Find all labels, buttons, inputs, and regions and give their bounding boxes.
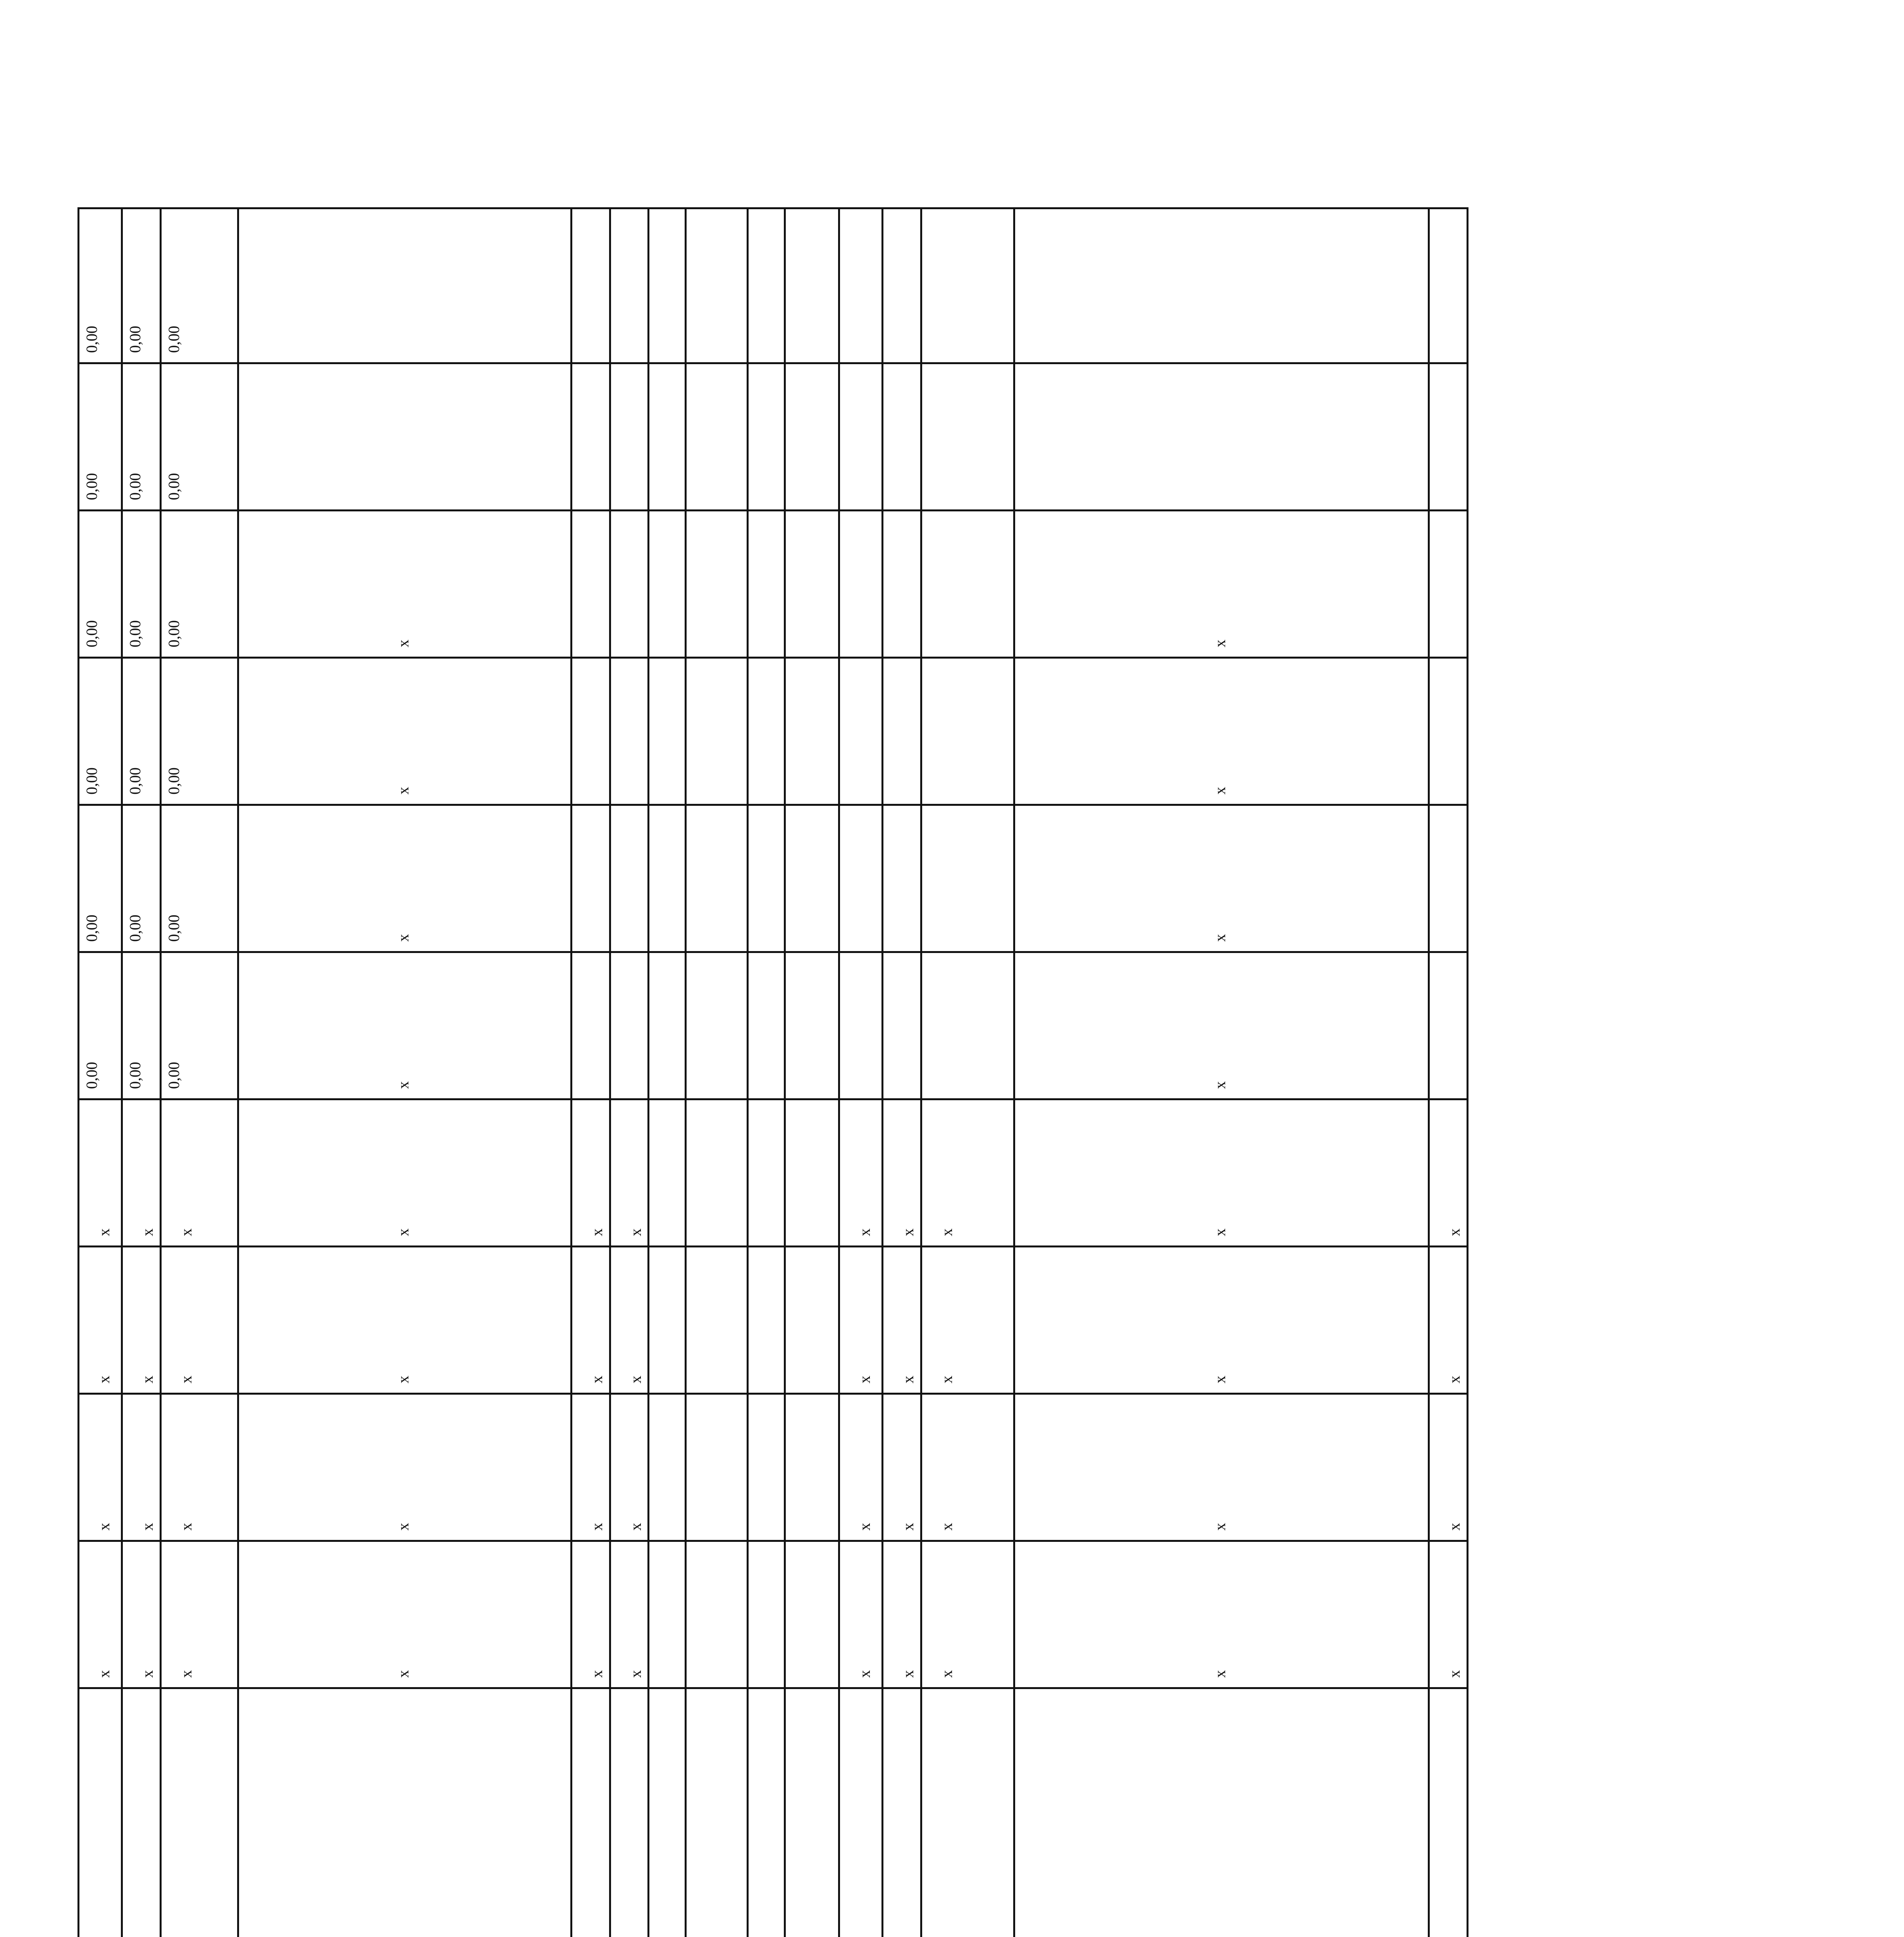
- value-cell-col3: [1429, 1247, 1468, 1394]
- amount-value: 0,00: [126, 1062, 144, 1089]
- row-description-cell: [686, 1688, 748, 1937]
- not-applicable-mark: x: [177, 1228, 195, 1236]
- amount-value: 0,00: [165, 620, 182, 647]
- not-applicable-mark: x: [627, 1228, 644, 1236]
- value-cell-col9: [79, 363, 122, 511]
- value-cell-col9: [1429, 363, 1468, 511]
- value-cell-col8: [238, 511, 571, 658]
- not-applicable-mark: x: [95, 1670, 113, 1678]
- value-cell-col5: [649, 952, 686, 1099]
- value-cell-col2: [160, 1394, 238, 1541]
- not-applicable-mark: x: [1211, 1228, 1229, 1236]
- value-cell-col2: [839, 1394, 883, 1541]
- not-applicable-mark: x: [394, 1376, 412, 1383]
- amount-value: 0,00: [165, 915, 182, 942]
- table-body: [79, 208, 1468, 1937]
- not-applicable-mark: x: [177, 1670, 195, 1678]
- value-cell-col1: [686, 1541, 748, 1688]
- not-applicable-mark: x: [1446, 1228, 1463, 1236]
- not-applicable-mark: x: [139, 1523, 156, 1531]
- value-cell-col7: [686, 658, 748, 805]
- value-cell-col1: [1014, 1541, 1429, 1688]
- value-cell-col5: [571, 952, 610, 1099]
- value-cell-col8: [79, 511, 122, 658]
- not-applicable-mark: x: [394, 787, 412, 795]
- value-cell-col8: [1014, 511, 1429, 658]
- value-cell-col4: [122, 1099, 161, 1247]
- value-cell-col3: [1014, 1247, 1429, 1394]
- row-description-cell: [785, 1688, 839, 1937]
- value-cell-col2: [883, 1394, 921, 1541]
- table-row: [649, 208, 686, 1937]
- table-row: [1429, 208, 1468, 1937]
- value-cell-col2: [748, 1394, 785, 1541]
- row-description-cell: [79, 1688, 122, 1937]
- value-cell-col9: [571, 363, 610, 511]
- table-row: [1014, 208, 1429, 1937]
- not-applicable-mark: x: [856, 1523, 874, 1531]
- not-applicable-mark: x: [899, 1523, 917, 1531]
- value-cell-col10: [1429, 208, 1468, 363]
- value-cell-col6: [748, 805, 785, 952]
- value-cell-col10: [921, 208, 1014, 363]
- value-cell-col1: [649, 1541, 686, 1688]
- table-row: [160, 208, 238, 1937]
- not-applicable-mark: x: [95, 1228, 113, 1236]
- value-cell-col8: [610, 511, 649, 658]
- value-cell-col3: [571, 1247, 610, 1394]
- value-cell-col10: [839, 208, 883, 363]
- value-cell-col7: [122, 658, 161, 805]
- value-cell-col7: [785, 658, 839, 805]
- value-cell-col9: [686, 363, 748, 511]
- value-cell-col4: [839, 1099, 883, 1247]
- not-applicable-mark: x: [588, 1670, 606, 1678]
- table-row: [79, 208, 122, 1937]
- value-cell-col2: [1014, 1394, 1429, 1541]
- value-cell-col2: [649, 1394, 686, 1541]
- value-cell-col2: [79, 1394, 122, 1541]
- value-cell-col2: [122, 1394, 161, 1541]
- value-cell-col3: [122, 1247, 161, 1394]
- table-row: [785, 208, 839, 1937]
- value-cell-col5: [883, 952, 921, 1099]
- not-applicable-mark: x: [95, 1523, 113, 1531]
- amount-value: 0,00: [126, 326, 144, 353]
- table-row: [883, 208, 921, 1937]
- not-applicable-mark: x: [394, 1523, 412, 1531]
- value-cell-col4: [160, 1099, 238, 1247]
- not-applicable-mark: x: [394, 934, 412, 942]
- not-applicable-mark: x: [1211, 934, 1229, 942]
- row-description-cell: [238, 1688, 571, 1937]
- value-cell-col6: [883, 805, 921, 952]
- not-applicable-mark: x: [588, 1376, 606, 1383]
- not-applicable-mark: x: [627, 1523, 644, 1531]
- row-description-cell: [610, 1688, 649, 1937]
- table-row: [921, 208, 1014, 1937]
- value-cell-col7: [748, 658, 785, 805]
- value-cell-col10: [610, 208, 649, 363]
- value-cell-col4: [785, 1099, 839, 1247]
- row-description-cell: [122, 1688, 161, 1937]
- amount-value: 0,00: [83, 1062, 100, 1089]
- value-cell-col1: [610, 1541, 649, 1688]
- amount-value: 0,00: [165, 326, 182, 353]
- not-applicable-mark: x: [627, 1670, 644, 1678]
- table-row: [748, 208, 785, 1937]
- financing-table: [77, 207, 1468, 1937]
- value-cell-col7: [649, 658, 686, 805]
- value-cell-col10: [122, 208, 161, 363]
- value-cell-col8: [686, 511, 748, 658]
- not-applicable-mark: x: [588, 1523, 606, 1531]
- table-row: [122, 208, 161, 1937]
- value-cell-col1: [883, 1541, 921, 1688]
- amount-value: 0,00: [165, 1062, 182, 1089]
- value-cell-col3: [748, 1247, 785, 1394]
- value-cell-col1: [1429, 1541, 1468, 1688]
- value-cell-col9: [1014, 363, 1429, 511]
- value-cell-col6: [839, 805, 883, 952]
- not-applicable-mark: x: [1446, 1523, 1463, 1531]
- value-cell-col5: [79, 952, 122, 1099]
- value-cell-col4: [686, 1099, 748, 1247]
- value-cell-col4: [748, 1099, 785, 1247]
- value-cell-col3: [686, 1247, 748, 1394]
- value-cell-col8: [649, 511, 686, 658]
- value-cell-col2: [1429, 1394, 1468, 1541]
- value-cell-col1: [160, 1541, 238, 1688]
- value-cell-col3: [79, 1247, 122, 1394]
- value-cell-col4: [921, 1099, 1014, 1247]
- amount-value: 0,00: [126, 620, 144, 647]
- value-cell-col5: [686, 952, 748, 1099]
- value-cell-col8: [1429, 511, 1468, 658]
- value-cell-col5: [1014, 952, 1429, 1099]
- amount-value: 0,00: [83, 767, 100, 795]
- value-cell-col2: [610, 1394, 649, 1541]
- value-cell-col2: [571, 1394, 610, 1541]
- value-cell-col7: [160, 658, 238, 805]
- value-cell-col1: [79, 1541, 122, 1688]
- value-cell-col5: [921, 952, 1014, 1099]
- value-cell-col10: [1014, 208, 1429, 363]
- value-cell-col6: [1014, 805, 1429, 952]
- value-cell-col9: [238, 363, 571, 511]
- value-cell-col8: [883, 511, 921, 658]
- value-cell-col6: [160, 805, 238, 952]
- table-row: [839, 208, 883, 1937]
- value-cell-col6: [571, 805, 610, 952]
- not-applicable-mark: x: [95, 1376, 113, 1383]
- value-cell-col3: [649, 1247, 686, 1394]
- not-applicable-mark: x: [899, 1376, 917, 1383]
- row-description-cell: [839, 1688, 883, 1937]
- value-cell-col8: [785, 511, 839, 658]
- not-applicable-mark: x: [627, 1376, 644, 1383]
- value-cell-col10: [785, 208, 839, 363]
- value-cell-col3: [160, 1247, 238, 1394]
- value-cell-col4: [610, 1099, 649, 1247]
- value-cell-col9: [921, 363, 1014, 511]
- not-applicable-mark: x: [1446, 1670, 1463, 1678]
- value-cell-col5: [1429, 952, 1468, 1099]
- value-cell-col2: [921, 1394, 1014, 1541]
- not-applicable-mark: x: [938, 1670, 956, 1678]
- value-cell-col6: [122, 805, 161, 952]
- amount-value: 0,00: [126, 767, 144, 795]
- not-applicable-mark: x: [139, 1670, 156, 1678]
- value-cell-col9: [839, 363, 883, 511]
- amount-value: 0,00: [83, 473, 100, 500]
- not-applicable-mark: x: [588, 1228, 606, 1236]
- not-applicable-mark: x: [1211, 640, 1229, 647]
- value-cell-col8: [748, 511, 785, 658]
- not-applicable-mark: x: [394, 1670, 412, 1678]
- value-cell-col3: [921, 1247, 1014, 1394]
- not-applicable-mark: x: [856, 1228, 874, 1236]
- value-cell-col8: [921, 511, 1014, 658]
- value-cell-col1: [785, 1541, 839, 1688]
- value-cell-col7: [1429, 658, 1468, 805]
- value-cell-col1: [921, 1541, 1014, 1688]
- value-cell-col3: [883, 1247, 921, 1394]
- amount-value: 0,00: [165, 767, 182, 795]
- value-cell-col5: [160, 952, 238, 1099]
- amount-value: 0,00: [165, 473, 182, 500]
- not-applicable-mark: x: [938, 1523, 956, 1531]
- value-cell-col5: [122, 952, 161, 1099]
- value-cell-col8: [571, 511, 610, 658]
- not-applicable-mark: x: [1446, 1376, 1463, 1383]
- value-cell-col10: [79, 208, 122, 363]
- row-description-cell: [649, 1688, 686, 1937]
- amount-value: 0,00: [83, 915, 100, 942]
- value-cell-col4: [571, 1099, 610, 1247]
- value-cell-col1: [748, 1541, 785, 1688]
- not-applicable-mark: x: [139, 1228, 156, 1236]
- not-applicable-mark: x: [1211, 1081, 1229, 1089]
- row-description-cell: [1014, 1688, 1429, 1937]
- value-cell-col7: [921, 658, 1014, 805]
- not-applicable-mark: x: [899, 1228, 917, 1236]
- value-cell-col10: [160, 208, 238, 363]
- not-applicable-mark: x: [856, 1670, 874, 1678]
- value-cell-col1: [839, 1541, 883, 1688]
- not-applicable-mark: x: [1211, 1376, 1229, 1383]
- value-cell-col6: [649, 805, 686, 952]
- amount-value: 0,00: [126, 915, 144, 942]
- value-cell-col6: [79, 805, 122, 952]
- row-description-cell: [883, 1688, 921, 1937]
- not-applicable-mark: x: [394, 1228, 412, 1236]
- value-cell-col1: [122, 1541, 161, 1688]
- value-cell-col4: [883, 1099, 921, 1247]
- value-cell-col2: [238, 1394, 571, 1541]
- not-applicable-mark: x: [1211, 1523, 1229, 1531]
- value-cell-col2: [785, 1394, 839, 1541]
- value-cell-col5: [748, 952, 785, 1099]
- value-cell-col9: [883, 363, 921, 511]
- value-cell-col9: [160, 363, 238, 511]
- not-applicable-mark: x: [1211, 787, 1229, 795]
- not-applicable-mark: x: [938, 1228, 956, 1236]
- not-applicable-mark: x: [177, 1523, 195, 1531]
- value-cell-col7: [883, 658, 921, 805]
- row-description-cell: [1429, 1688, 1468, 1937]
- value-cell-col5: [238, 952, 571, 1099]
- value-cell-col3: [238, 1247, 571, 1394]
- value-cell-col4: [1429, 1099, 1468, 1247]
- value-cell-col6: [686, 805, 748, 952]
- value-cell-col3: [785, 1247, 839, 1394]
- value-cell-col5: [839, 952, 883, 1099]
- value-cell-col9: [649, 363, 686, 511]
- value-cell-col9: [785, 363, 839, 511]
- value-cell-col4: [649, 1099, 686, 1247]
- not-applicable-mark: x: [394, 1081, 412, 1089]
- value-cell-col10: [571, 208, 610, 363]
- value-cell-col10: [649, 208, 686, 363]
- value-cell-col7: [1014, 658, 1429, 805]
- not-applicable-mark: x: [1211, 1670, 1229, 1678]
- value-cell-col1: [571, 1541, 610, 1688]
- not-applicable-mark: x: [139, 1376, 156, 1383]
- value-cell-col5: [785, 952, 839, 1099]
- value-cell-col6: [921, 805, 1014, 952]
- value-cell-col4: [238, 1099, 571, 1247]
- value-cell-col6: [785, 805, 839, 952]
- table-row: [686, 208, 748, 1937]
- value-cell-col7: [79, 658, 122, 805]
- value-cell-col10: [748, 208, 785, 363]
- not-applicable-mark: x: [394, 640, 412, 647]
- value-cell-col8: [160, 511, 238, 658]
- not-applicable-mark: x: [856, 1376, 874, 1383]
- value-cell-col7: [571, 658, 610, 805]
- value-cell-col6: [238, 805, 571, 952]
- amount-value: 0,00: [83, 326, 100, 353]
- value-cell-col7: [839, 658, 883, 805]
- row-description-cell: [160, 1688, 238, 1937]
- not-applicable-mark: x: [938, 1376, 956, 1383]
- value-cell-col2: [686, 1394, 748, 1541]
- value-cell-col7: [610, 658, 649, 805]
- value-cell-col10: [883, 208, 921, 363]
- value-cell-col9: [122, 363, 161, 511]
- row-description-cell: [748, 1688, 785, 1937]
- value-cell-col7: [238, 658, 571, 805]
- value-cell-col4: [1014, 1099, 1429, 1247]
- table-row: [238, 208, 571, 1937]
- value-cell-col9: [748, 363, 785, 511]
- value-cell-col5: [610, 952, 649, 1099]
- value-cell-col9: [610, 363, 649, 511]
- value-cell-col1: [238, 1541, 571, 1688]
- value-cell-col3: [839, 1247, 883, 1394]
- value-cell-col6: [610, 805, 649, 952]
- value-cell-col6: [1429, 805, 1468, 952]
- value-cell-col8: [839, 511, 883, 658]
- row-description-cell: [921, 1688, 1014, 1937]
- not-applicable-mark: x: [899, 1670, 917, 1678]
- value-cell-col10: [238, 208, 571, 363]
- table-row: [571, 208, 610, 1937]
- value-cell-col3: [610, 1247, 649, 1394]
- value-cell-col4: [79, 1099, 122, 1247]
- value-cell-col8: [122, 511, 161, 658]
- not-applicable-mark: x: [177, 1376, 195, 1383]
- amount-value: 0,00: [126, 473, 144, 500]
- value-cell-col10: [686, 208, 748, 363]
- amount-value: 0,00: [83, 620, 100, 647]
- table-row: [610, 208, 649, 1937]
- row-description-cell: [571, 1688, 610, 1937]
